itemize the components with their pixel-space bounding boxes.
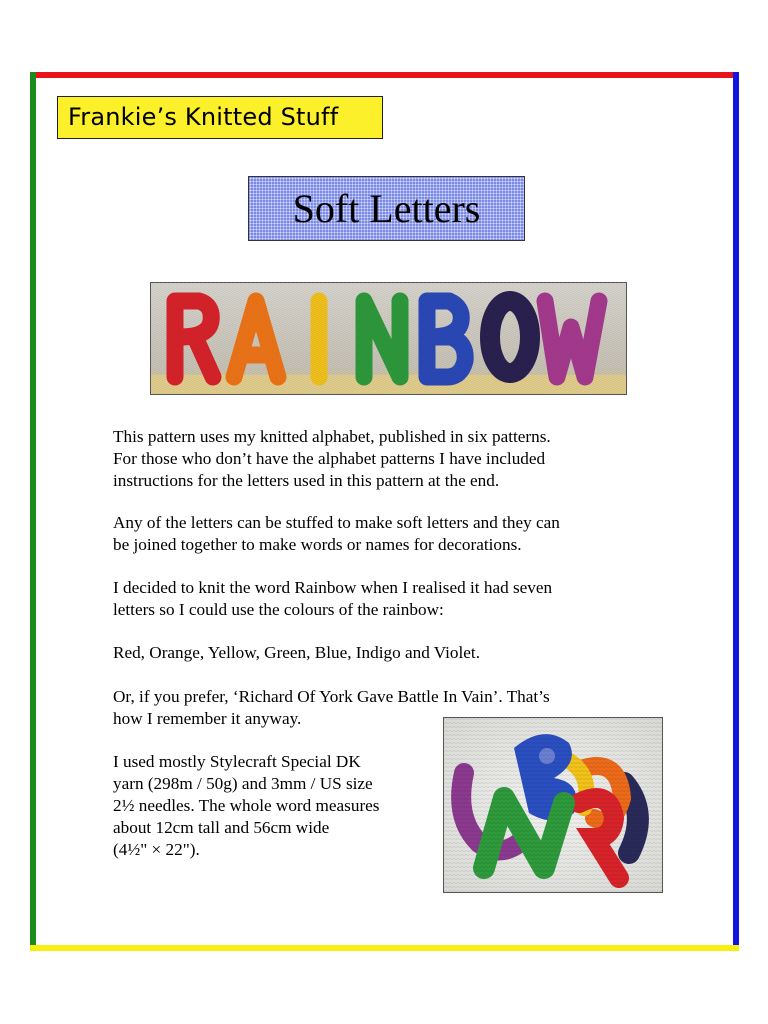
- text-line: about 12cm tall and 56cm wide: [113, 818, 330, 837]
- text-line: Any of the letters can be stuffed to make soft letters and they can: [113, 513, 560, 532]
- text-line: Red, Orange, Yellow, Green, Blue, Indigo and Violet.: [113, 643, 481, 662]
- text-line: I decided to knit the word Rainbow when I realised it had seven: [113, 578, 553, 597]
- border-bottom: [30, 945, 739, 951]
- text-line: Or, if you prefer, ‘Richard Of York Gave Battle In Vain’. That’s: [113, 687, 550, 706]
- text-line: yarn (298m / 50g) and 3mm / US size: [113, 774, 373, 793]
- border-left: [30, 72, 36, 951]
- paragraph-rainbow: [113, 577, 653, 621]
- border-top: [30, 72, 739, 78]
- text-line: (4½" × 22").: [113, 840, 200, 859]
- paragraph-intro: [113, 426, 653, 492]
- text-line: 2½ needles. The whole word measures: [113, 796, 380, 815]
- text-line: This pattern uses my knitted alphabet, published in six patterns.: [113, 427, 551, 446]
- stuffed-letters-photo: [443, 717, 663, 893]
- brand-label: Frankie’s Knitted Stuff: [57, 96, 383, 139]
- paragraph-stuffing: [113, 512, 653, 556]
- text-line: how I remember it anyway.: [113, 709, 302, 728]
- rainbow-letters-photo: [150, 282, 627, 395]
- paragraph-colours: [113, 642, 653, 664]
- page-title: Soft Letters: [248, 176, 525, 241]
- paragraph-materials: [113, 751, 443, 861]
- text-line: letters so I could use the colours of the rainbow:: [113, 600, 444, 619]
- text-line: be joined together to make words or names for decorations.: [113, 535, 522, 554]
- paragraph-mnemonic: [113, 686, 653, 730]
- stuffed-letters-image: [444, 718, 662, 892]
- rainbow-letters-image: [151, 283, 626, 394]
- border-right: [733, 72, 739, 951]
- text-line: I used mostly Stylecraft Special DK: [113, 752, 361, 771]
- text-line: instructions for the letters used in this pattern at the end.: [113, 471, 500, 490]
- text-line: For those who don’t have the alphabet patterns I have included: [113, 449, 546, 468]
